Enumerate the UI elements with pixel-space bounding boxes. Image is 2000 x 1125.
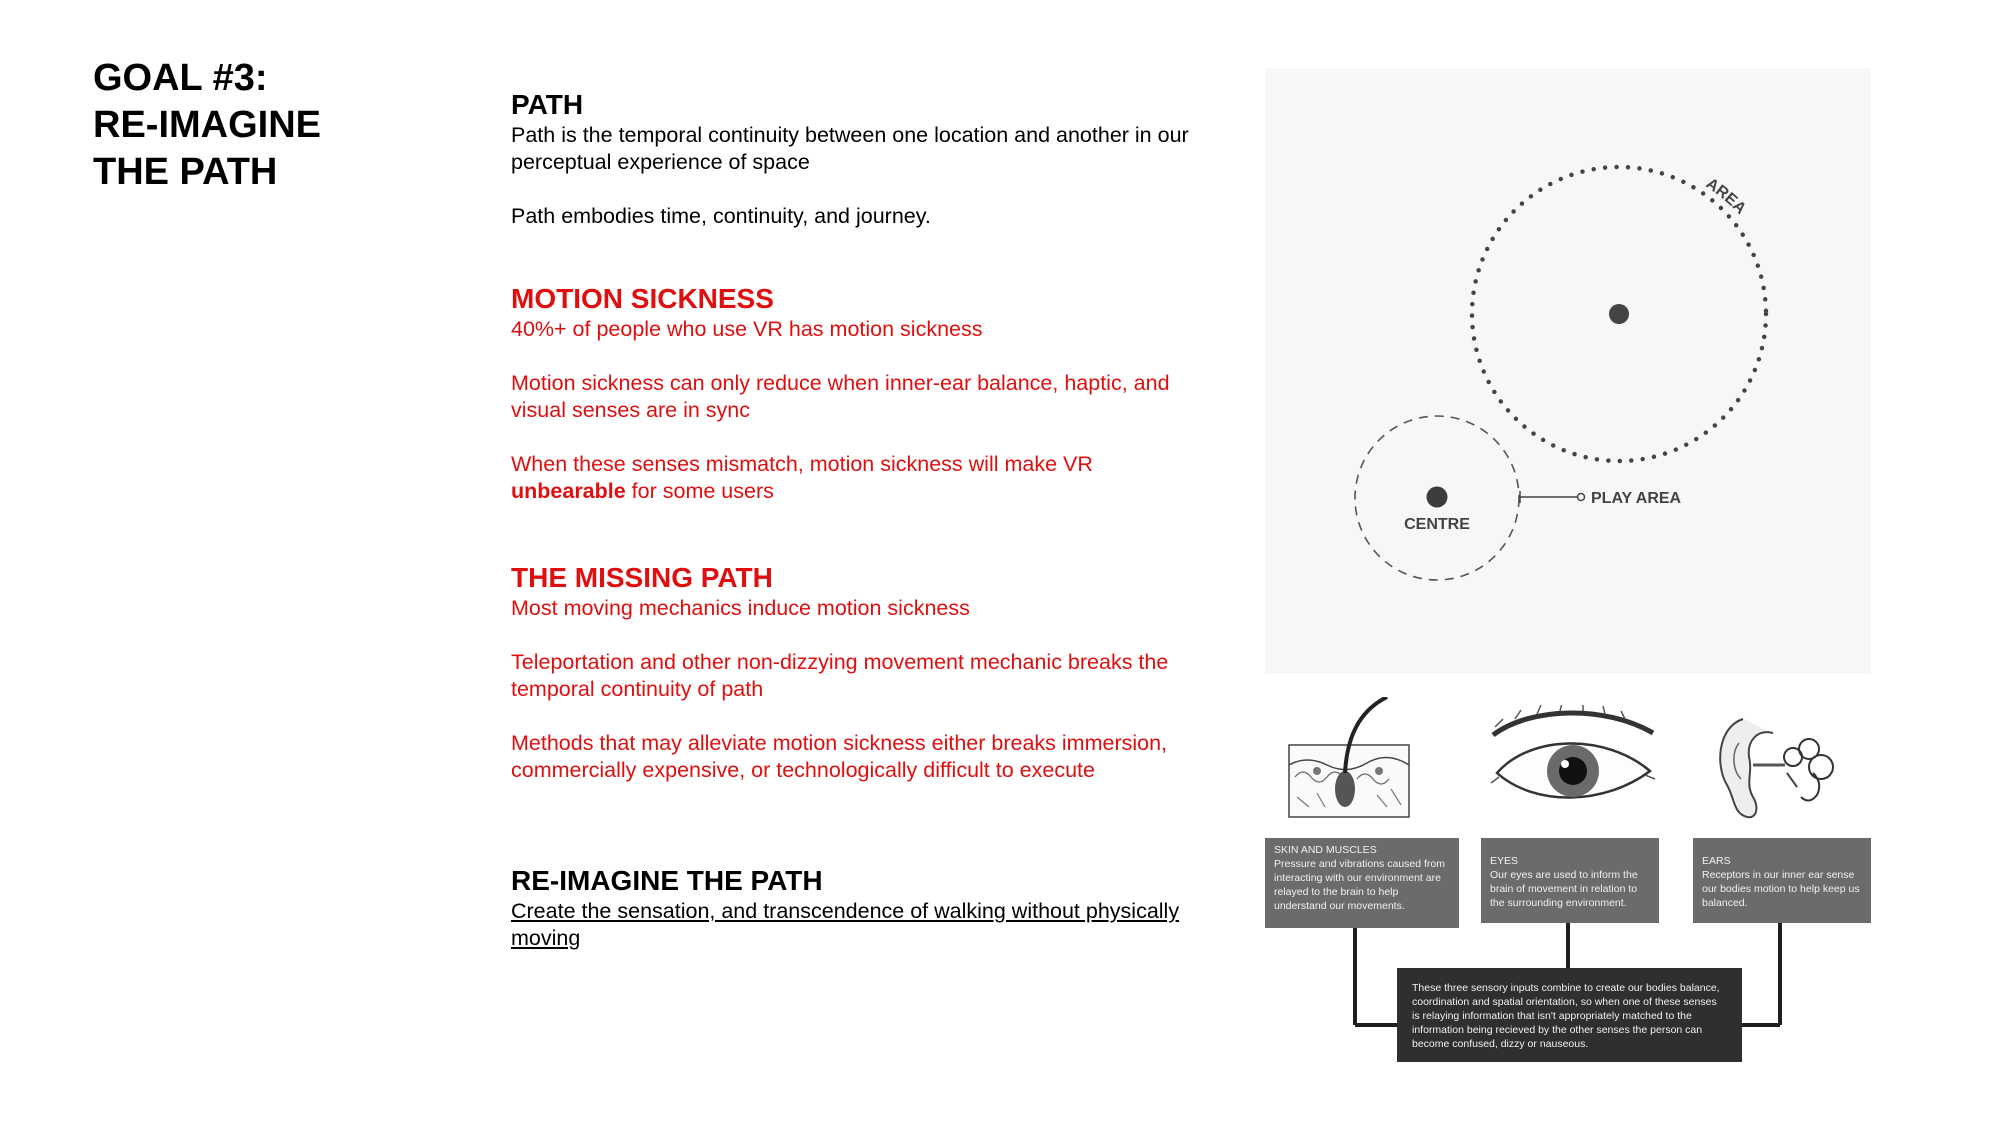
ears-box-text: Receptors in our inner ear sense our bodies motion to help keep us balanced. bbox=[1702, 869, 1860, 909]
centre-label: CENTRE bbox=[1404, 516, 1470, 533]
area-label: AREA bbox=[1702, 175, 1750, 218]
ear-icon bbox=[1713, 713, 1843, 823]
path-embodies: Path embodies time, continuity, and journey. bbox=[511, 204, 931, 228]
play-area-label: PLAY AREA bbox=[1591, 490, 1682, 507]
missing-path-heading: THE MISSING PATH bbox=[511, 562, 773, 593]
path-heading: PATH bbox=[511, 89, 584, 120]
missing-path-methods: Methods that may alleviate motion sickness either breaks immersion, commercially expensive, or technologically difficult to execute bbox=[511, 731, 1168, 782]
skin-box-text: Pressure and vibrations caused from interacting with our environment are relayed to the brain to help understand our movements. bbox=[1274, 858, 1445, 912]
mismatch-text-1: When these senses mismatch, motion sickness will make VR bbox=[511, 452, 1093, 476]
senses-illustration bbox=[1265, 695, 1871, 1075]
eyes-info-box bbox=[1481, 838, 1659, 923]
motion-sickness-sync: Motion sickness can only reduce when inner-ear balance, haptic, and visual senses are in sync bbox=[511, 371, 1170, 422]
play-area-diagram bbox=[1265, 68, 1871, 674]
reimagine-statement: Create the sensation, and transcendence of walking without physically moving bbox=[511, 899, 1180, 950]
motion-sickness-heading: MOTION SICKNESS bbox=[511, 283, 774, 314]
missing-path-mechanics: Most moving mechanics induce motion sickness bbox=[511, 596, 970, 620]
mismatch-text-2: for some users bbox=[625, 479, 774, 503]
area-centre-dot bbox=[1609, 304, 1629, 324]
missing-path-teleportation: Teleportation and other non-dizzying movement mechanic breaks the temporal continuity of path bbox=[511, 650, 1169, 701]
missing-path-section bbox=[511, 561, 1211, 784]
page-title bbox=[93, 55, 423, 196]
centre-dot bbox=[1427, 487, 1448, 508]
unbearable-emphasis: unbearable bbox=[511, 479, 626, 503]
eyes-box-text: Our eyes are used to inform the brain of movement in relation to the surrounding environment. bbox=[1490, 869, 1638, 909]
motion-sickness-mismatch bbox=[511, 451, 1211, 505]
skin-box-title: SKIN AND MUSCLES bbox=[1274, 844, 1377, 856]
title-line-1: GOAL #3: bbox=[93, 57, 268, 99]
ears-info-box bbox=[1693, 838, 1871, 923]
title-line-3: THE PATH bbox=[93, 151, 278, 193]
motion-sickness-section bbox=[511, 282, 1211, 505]
path-definition: Path is the temporal continuity between one location and another in our perceptual experience of space bbox=[511, 123, 1189, 174]
reimagine-section bbox=[511, 864, 1211, 952]
reimagine-heading: RE-IMAGINE THE PATH bbox=[511, 865, 823, 896]
eye-icon bbox=[1485, 705, 1660, 815]
ears-box-title: EARS bbox=[1702, 855, 1731, 867]
combined-senses-box: These three sensory inputs combine to create our bodies balance, coordination and spatial orientation, so when one of these senses is relaying information that isn't appropriately matched to the information being recieved by the other senses the person can become confused, dizzy or nauseous. bbox=[1397, 968, 1742, 1062]
path-section bbox=[511, 88, 1211, 230]
eyes-box-title: EYES bbox=[1490, 855, 1519, 867]
skin-info-box bbox=[1265, 838, 1459, 928]
play-area-svg bbox=[1265, 68, 1871, 674]
motion-sickness-stat: 40%+ of people who use VR has motion sickness bbox=[511, 317, 983, 341]
skin-icon bbox=[1287, 697, 1417, 822]
title-line-2: RE-IMAGINE bbox=[93, 104, 321, 146]
